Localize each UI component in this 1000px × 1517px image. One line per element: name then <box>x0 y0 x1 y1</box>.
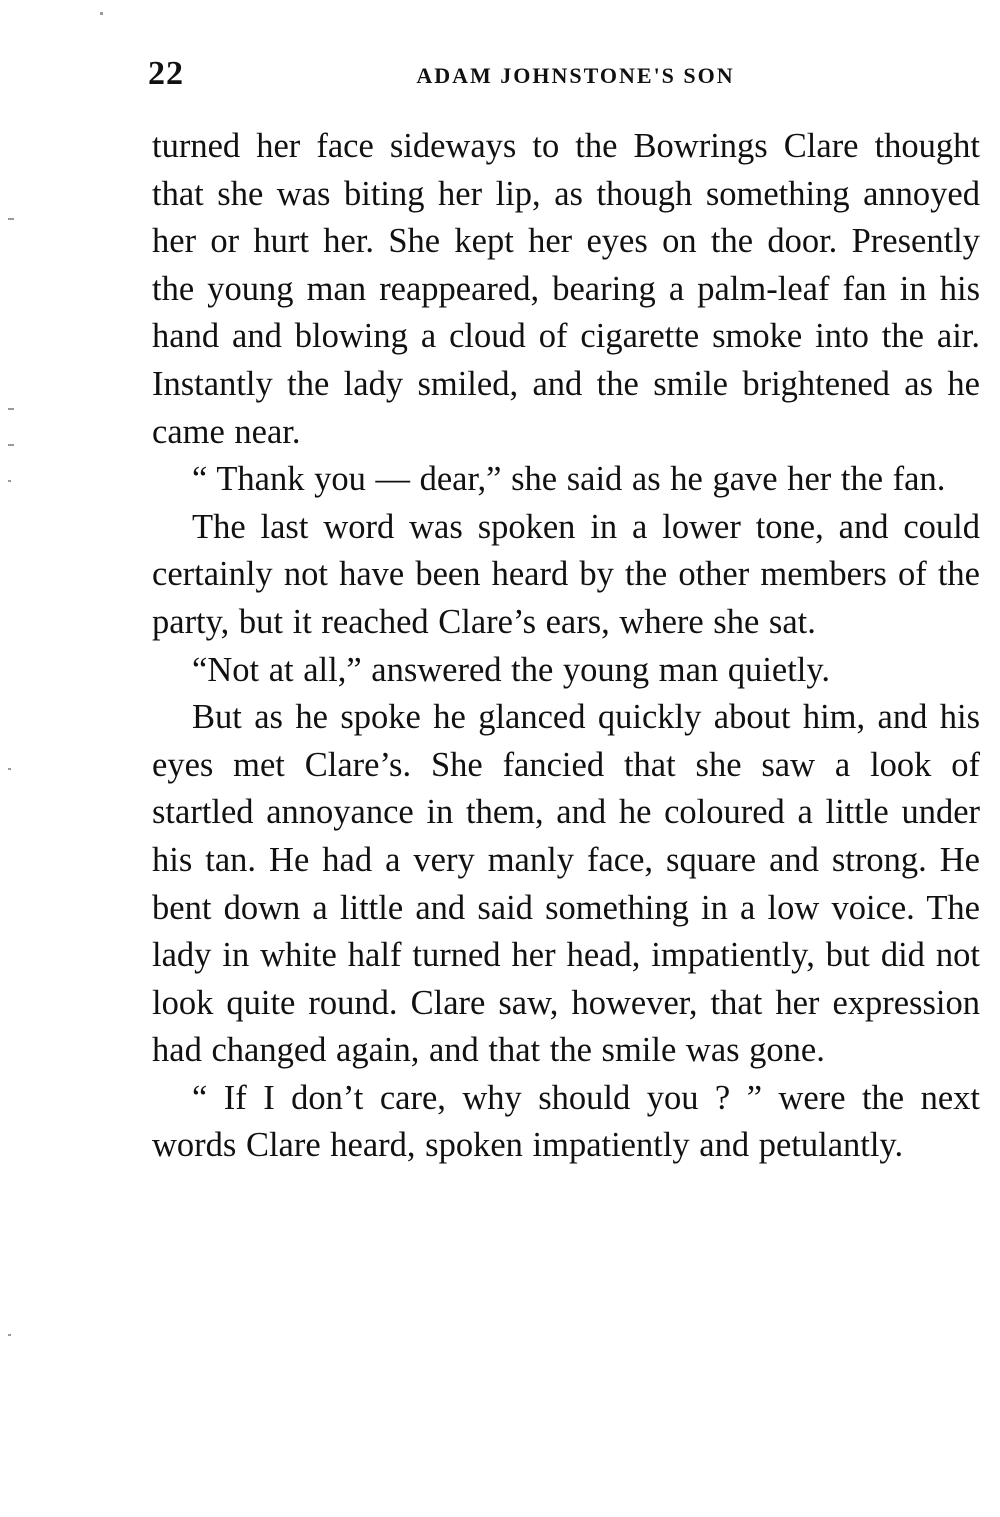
running-title: ADAM JOHNSTONE'S SON <box>416 63 735 88</box>
paragraph-6: “ If I don’t care, why should you ? ” were the next words Clare heard, spoken impatiently and petulantly. <box>152 1078 980 1165</box>
page-header <box>148 55 983 95</box>
body-text <box>152 123 980 1170</box>
paragraph-3: The last word was spoken in a lower tone, and could certainly not have been heard by the other members of the party, but it reached Clare’s ears, where she sat. <box>152 507 980 641</box>
paragraph-4: “Not at all,” answered the young man quietly. <box>192 650 831 689</box>
paragraph-5: But as he spoke he glanced quickly about him, and his eyes met Clare’s. She fancied that she saw a look of startled annoyance in them, and he coloured a little under his tan. He had a very manly face, square and strong. He bent down a little and said something in a low voice. The lady in white half turned her head, impatiently, but did not look quite round. Clare saw, however, that her expression had changed again, and that the smile was gone. <box>152 698 980 1070</box>
paragraph-1: turned her face sideways to the Bowrings Clare thought that she was biting her lip, as though something annoyed her or hurt her. She kept her eyes on the door. Presently the young man reappeared, bearing a palm-leaf fan in his hand and blowing a cloud of cigarette smoke into the air. Instantly the lady smiled, and the smile brightened as he came near. <box>152 127 980 451</box>
page-number: 22 <box>148 55 184 92</box>
paragraph-2: “ Thank you — dear,” she said as he gave her the fan. <box>192 460 946 499</box>
